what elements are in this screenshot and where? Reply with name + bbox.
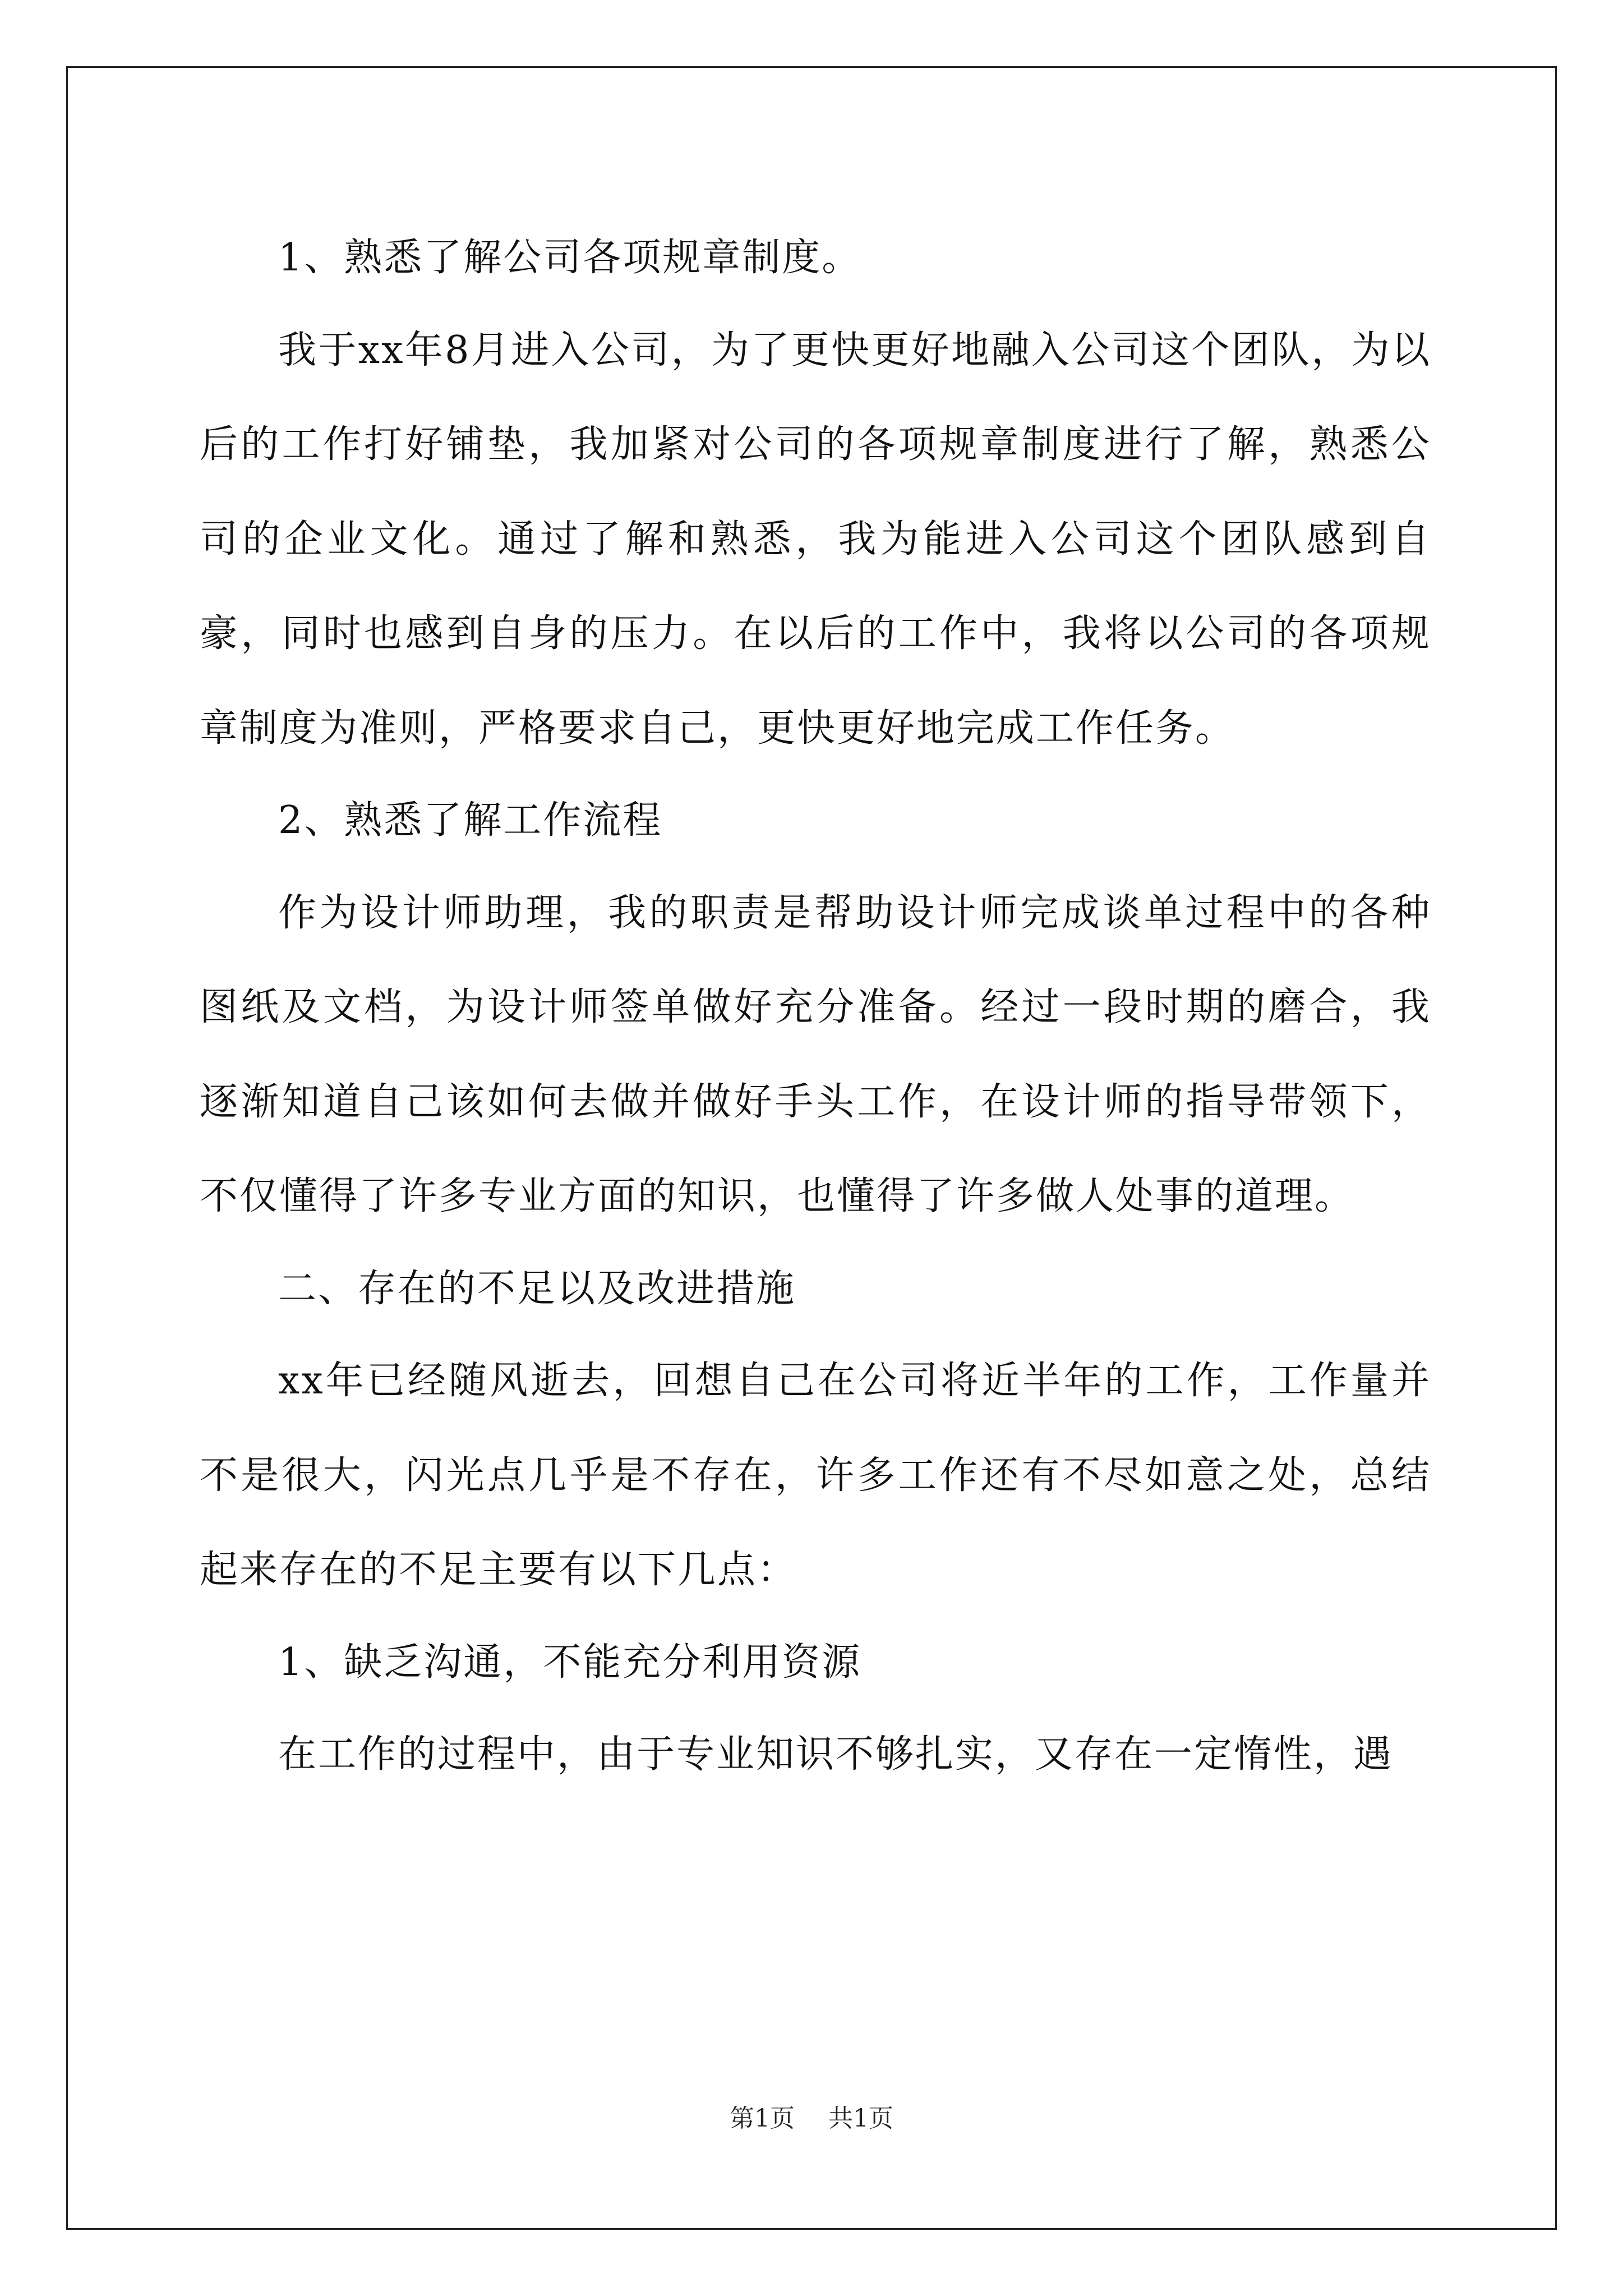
paragraph: 我于xx年8月进入公司，为了更快更好地融入公司这个团队，为以后的工作打好铺垫，我加紧对公司的各项规章制度进行了解，熟悉公司的企业文化。通过了解和熟悉，我为能进入公司这个团队感到自豪，同时也感到自身的压力。在以后的工作中，我将以公司的各项规章制度为准则，严格要求自己，更快更好地完成工作任务。 [200, 328, 1431, 751]
paragraph: 1、熟悉了解公司各项规章制度。 [278, 236, 862, 280]
document-body [200, 211, 1431, 1800]
paragraph: 2、熟悉了解工作流程 [278, 798, 663, 843]
page-footer [0, 2098, 1623, 2134]
paragraph: 在工作的过程中，由于专业知识不够扎实，又存在一定惰性，遇 [278, 1732, 1394, 1777]
page-total: 共1页 [828, 2104, 893, 2133]
paragraph: 作为设计师助理，我的职责是帮助设计师完成谈单过程中的各种图纸及文档，为设计师签单做好充分准备。经过一段时期的磨合，我逐渐知道自己该如何去做并做好手头工作，在设计师的指导带领下，不仅懂得了许多专业方面的知识，也懂得了许多做人处事的道理。 [200, 890, 1431, 1218]
page-number: 第1页 [730, 2104, 795, 2133]
paragraph: 二、存在的不足以及改进措施 [278, 1266, 796, 1311]
paragraph: 1、缺乏沟通，不能充分利用资源 [278, 1640, 862, 1685]
paragraph: xx年已经随风逝去，回想自己在公司将近半年的工作，工作量并不是很大，闪光点几乎是不存在，许多工作还有不尽如意之处，总结起来存在的不足主要有以下几点： [200, 1359, 1431, 1592]
